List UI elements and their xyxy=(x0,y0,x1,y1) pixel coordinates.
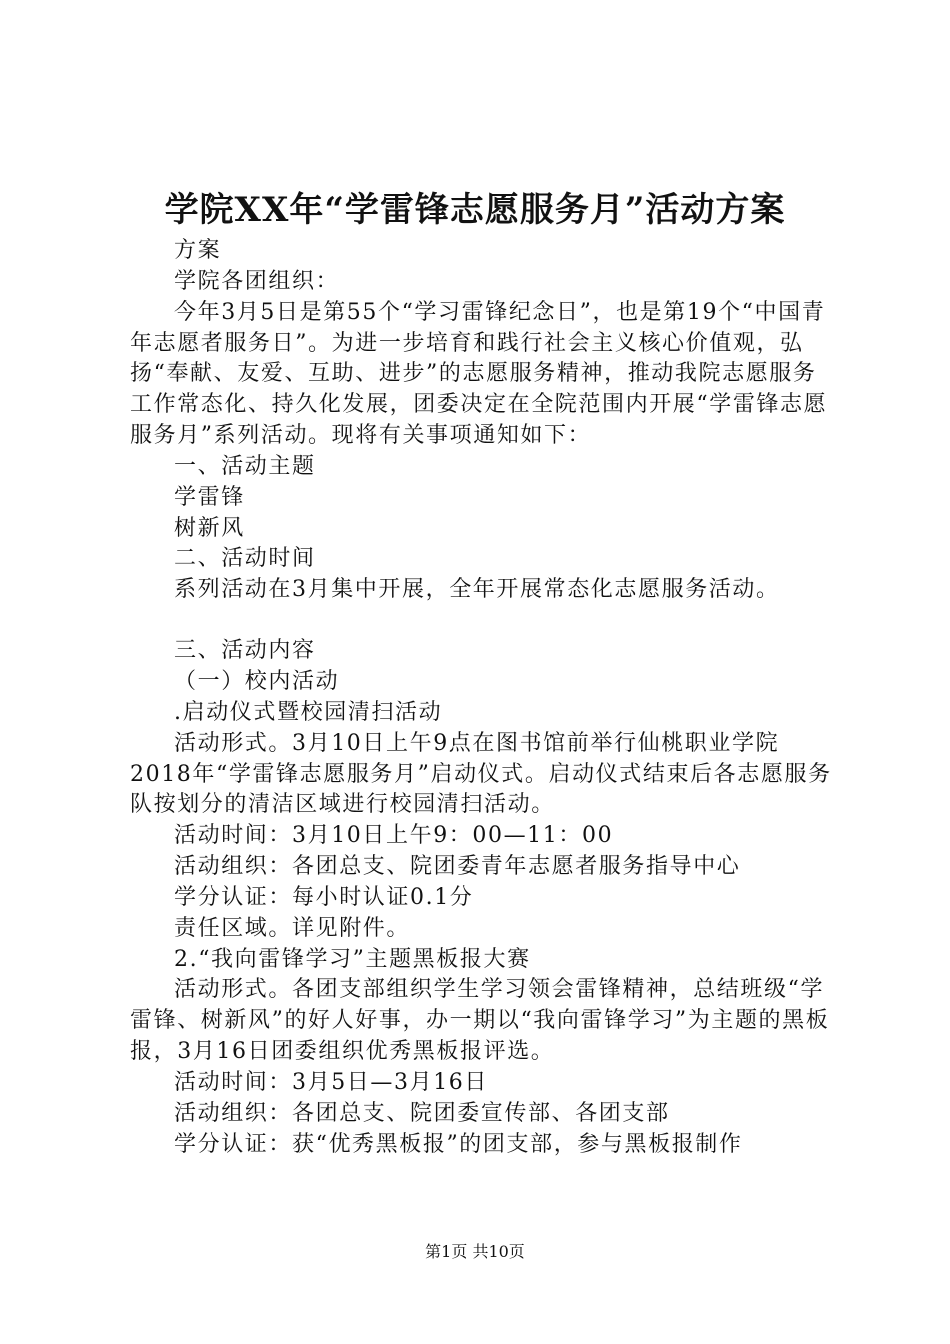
paragraph-launch-credit: 学分认证：每小时认证0.1分 xyxy=(174,884,474,910)
subsection-heading-campus: （一）校内活动 xyxy=(174,668,340,694)
paragraph-salutation: 学院各团组织： xyxy=(174,268,340,294)
paragraph-launch-area: 责任区域。详见附件。 xyxy=(174,915,411,941)
paragraph-blackboard-credit: 学分认证：获“优秀黑板报”的团支部，参与黑板报制作 xyxy=(174,1131,743,1157)
paragraph-blackboard-time: 活动时间：3月5日—3月16日 xyxy=(174,1069,488,1095)
document-body xyxy=(130,236,835,1160)
paragraph-theme-line-1: 学雷锋 xyxy=(174,484,245,510)
page-number-footer: 第1页 共10页 xyxy=(425,1242,525,1261)
paragraph-blackboard-form: 活动形式。各团支部组织学生学习领会雷锋精神，总结班级“学雷锋、树新风”的好人好事，办一期以“我向雷锋学习”为主题的黑板报，3月16日团委组织优秀黑板报评选。 xyxy=(130,977,830,1065)
paragraph-blackboard-organizer: 活动组织：各团总支、院团委宣传部、各团支部 xyxy=(174,1100,670,1126)
paragraph-spacer xyxy=(130,606,835,636)
paragraph-intro: 今年3月5日是第55个“学习雷锋纪念日”，也是第19个“中国青年志愿者服务日”。为进一步培育和践行社会主义核心价值观，弘扬“奉献、友爱、互助、进步”的志愿服务精神，推动我院志愿服务工作常态化、持久化发展，团委决定在全院范围内开展“学雷锋志愿服务月”系列活动。现将有关事项通知如下： xyxy=(130,299,828,449)
section-heading-theme: 一、活动主题 xyxy=(174,453,316,479)
section-heading-content: 三、活动内容 xyxy=(174,638,316,664)
paragraph-launch-time: 活动时间：3月10日上午9：00—11：00 xyxy=(174,823,614,849)
item-heading-blackboard: 2.“我向雷锋学习”主题黑板报大赛 xyxy=(174,946,531,972)
paragraph-time: 系列活动在3月集中开展，全年开展常态化志愿服务活动。 xyxy=(174,577,780,603)
paragraph-theme-line-2: 树新风 xyxy=(174,515,245,541)
paragraph-launch-organizer: 活动组织：各团总支、院团委青年志愿者服务指导中心 xyxy=(174,854,741,880)
section-heading-time: 二、活动时间 xyxy=(174,546,316,572)
paragraph-launch-form: 活动形式。3月10日上午9点在图书馆前举行仙桃职业学院2018年“学雷锋志愿服务月”启动仪式。启动仪式结束后各志愿服务队按划分的清洁区域进行校园清扫活动。 xyxy=(130,730,832,818)
document-title: 学院XX年“学雷锋志愿服务月”活动方案 xyxy=(164,190,786,230)
paragraph-heading-scheme: 方案 xyxy=(174,238,222,263)
item-heading-launch: .启动仪式暨校园清扫活动 xyxy=(174,699,443,725)
